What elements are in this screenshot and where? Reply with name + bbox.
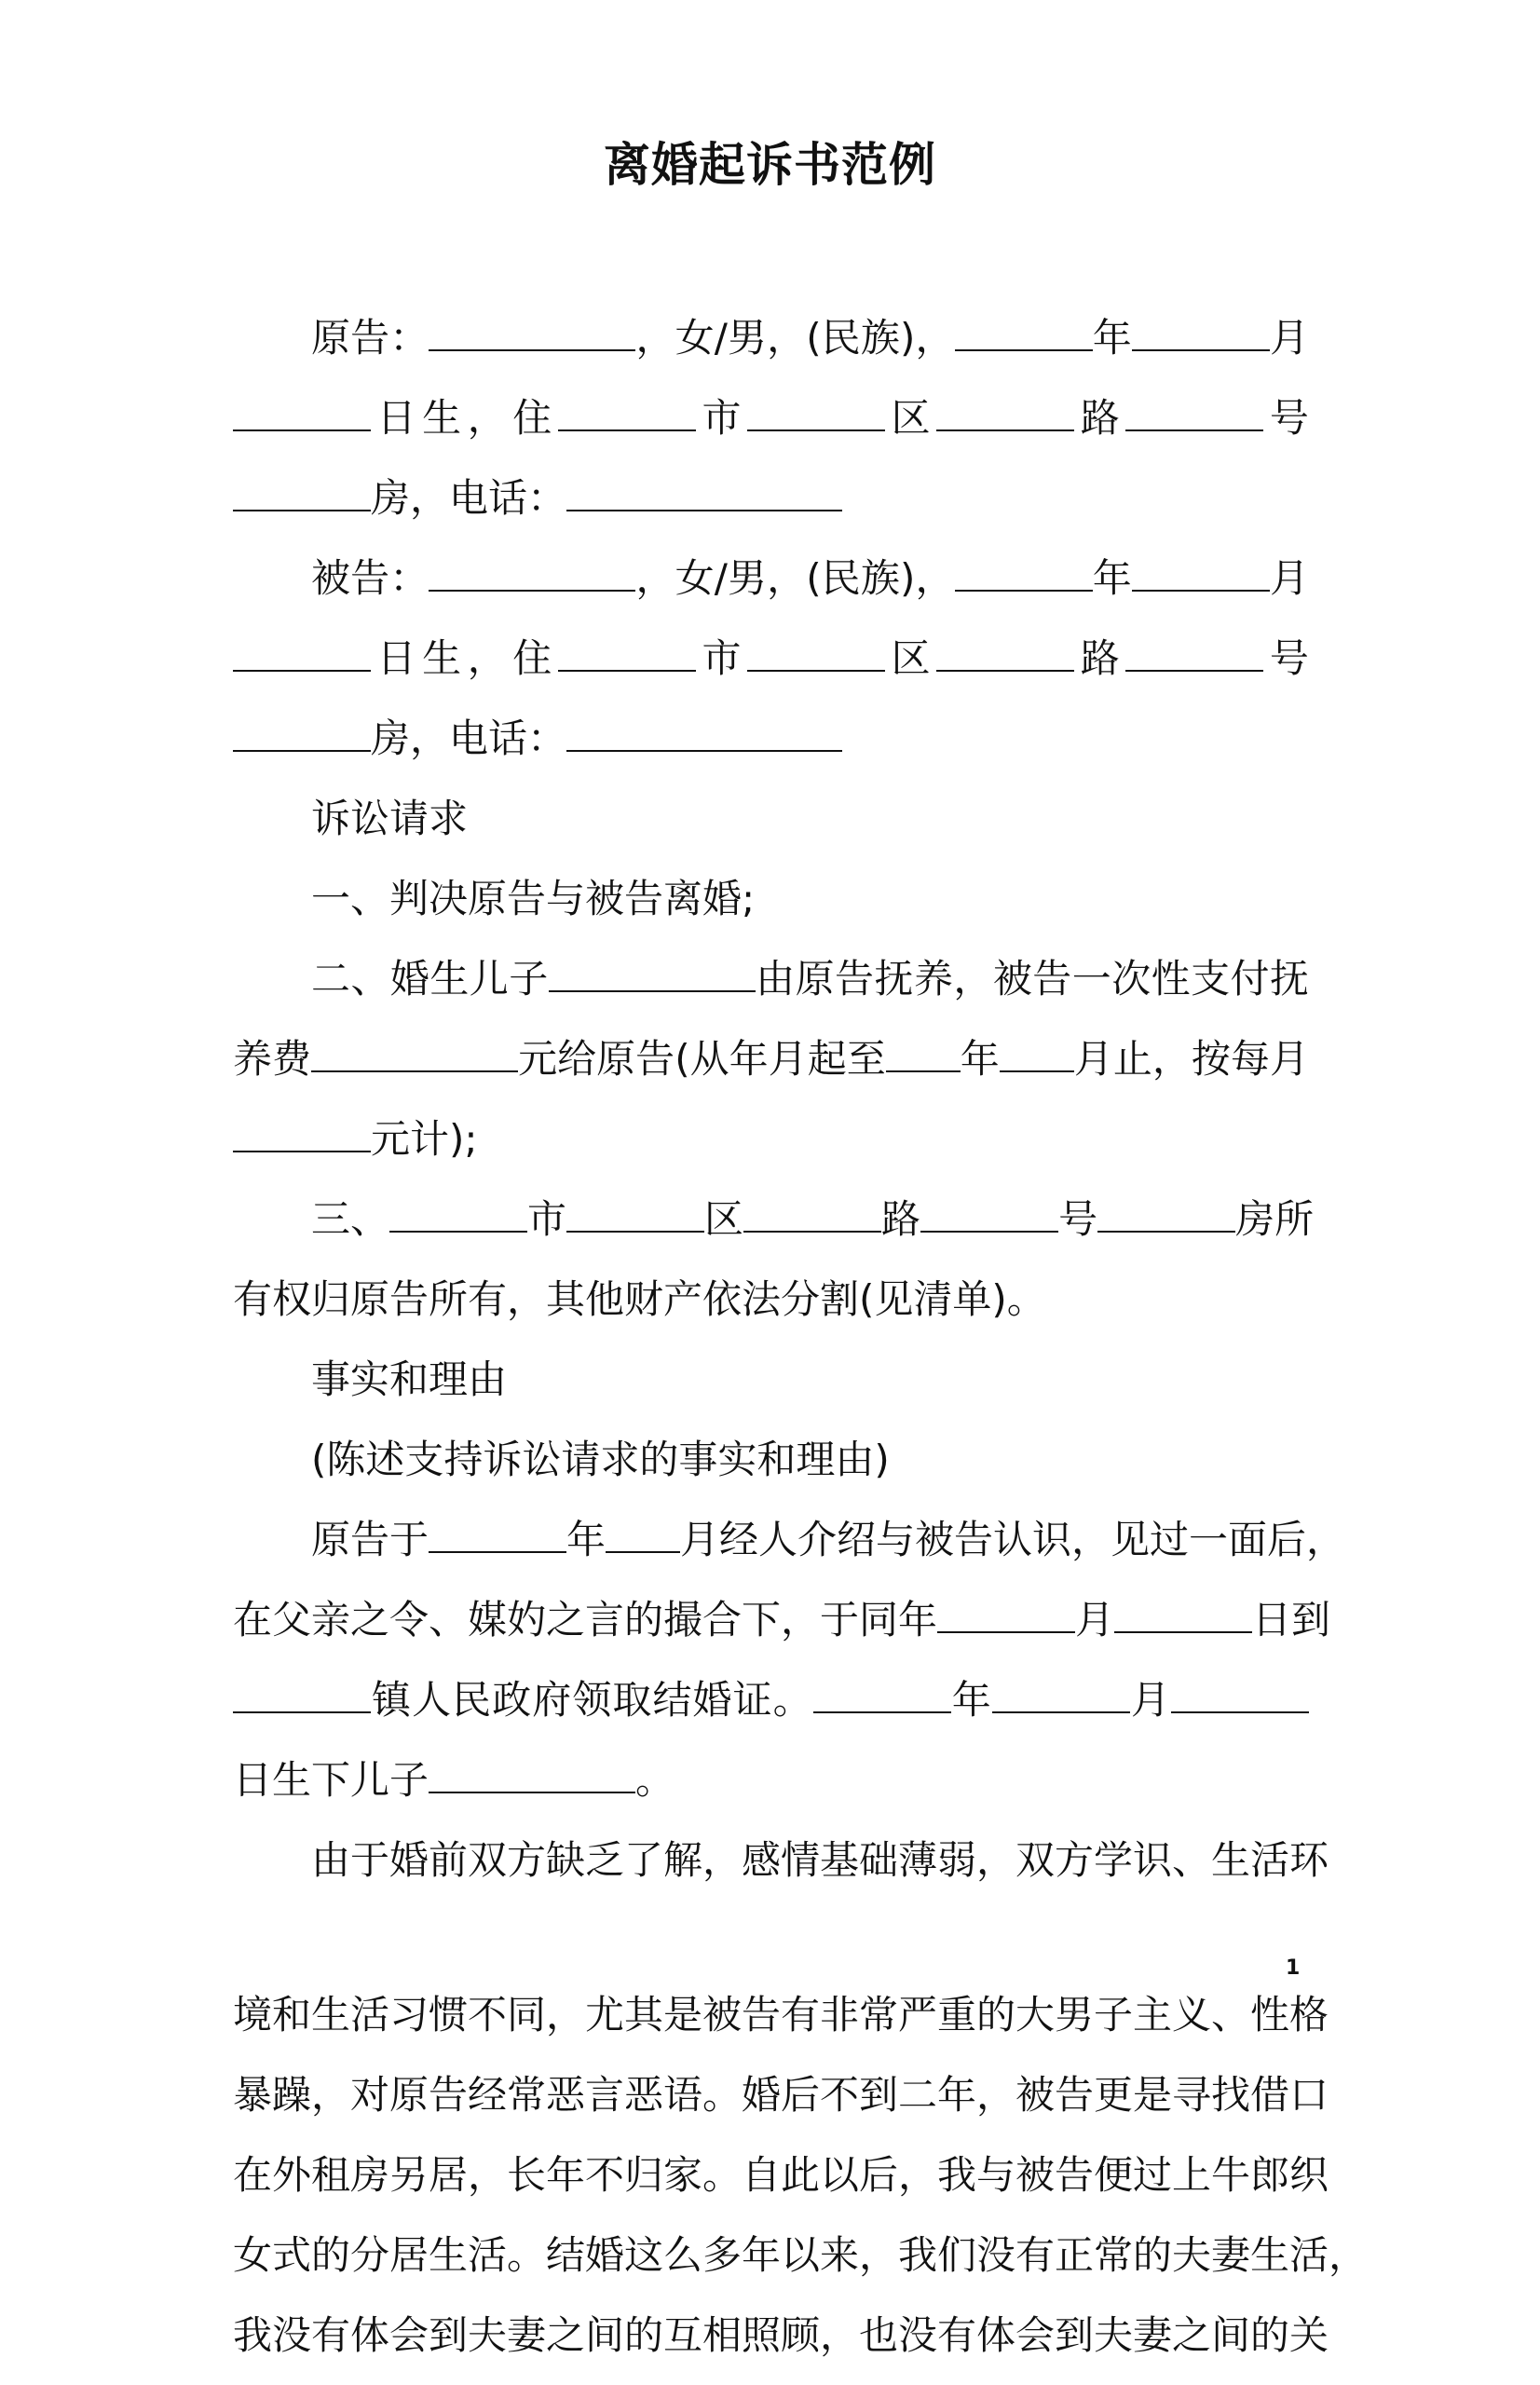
text-line [233, 2215, 1369, 2296]
text-segment: 二、婚生儿子 [311, 956, 549, 1002]
text-line [233, 2296, 1329, 2376]
text-line [233, 378, 1309, 458]
text-segment: 原告于 [311, 1517, 429, 1562]
blank-line [1125, 633, 1263, 672]
text-segment: ，女/男，(民族)， [635, 555, 955, 601]
text-line [233, 939, 1309, 1019]
text-segment: 在父亲之令、媒妁之言的撮合下，于同年 [233, 1597, 938, 1642]
blank-line [747, 392, 885, 431]
document-body [233, 298, 1346, 1901]
blank-line [429, 312, 635, 351]
text-line [233, 779, 1309, 859]
blank-line [566, 1193, 704, 1233]
text-segment: 路 [1074, 395, 1126, 441]
text-line [233, 538, 1309, 619]
blank-line [429, 552, 635, 592]
text-line [233, 1580, 1331, 1660]
text-segment: 区 [704, 1196, 744, 1242]
text-segment: 由原告抚养，被告一次性支付抚 [755, 956, 1309, 1002]
text-segment: 号 [1263, 395, 1309, 441]
text-segment: 我没有体会到夫妻之间的互相照顾，也没有体会到夫妻之间的关 [233, 2312, 1329, 2358]
text-segment: 在外租房另居，长年不归家。自此以后，我与被告便过上牛郎织 [233, 2152, 1329, 2198]
text-segment: 月 [1269, 555, 1309, 601]
blank-line [233, 1674, 371, 1713]
blank-line [1114, 1594, 1252, 1633]
text-segment: 年 [950, 1677, 992, 1723]
text-segment: 年 [960, 1036, 1000, 1082]
text-segment: 月经人介绍与被告认识，见过一面后， [680, 1517, 1346, 1562]
text-line [233, 859, 1309, 939]
text-line [233, 1420, 1309, 1500]
text-segment: 房所 [1235, 1196, 1315, 1242]
text-segment: 房，电话： [371, 716, 567, 761]
text-line [233, 1500, 1346, 1580]
blank-line [920, 1193, 1058, 1233]
blank-line [743, 1193, 881, 1233]
document-title: 离婚起诉书范例 [604, 138, 936, 192]
text-segment: 暴躁，对原告经常恶言恶语。婚后不到二年，被告更是寻找借口 [233, 2072, 1329, 2118]
text-segment: 日生下儿子 [233, 1757, 429, 1803]
text-segment: 日生，住 [371, 395, 558, 441]
text-segment: 区 [885, 395, 937, 441]
blank-line [955, 312, 1093, 351]
text-segment: 市 [527, 1196, 567, 1242]
text-segment: 月止，按每月 [1073, 1036, 1309, 1082]
text-line [233, 1660, 1309, 1740]
text-segment: 号 [1058, 1196, 1098, 1242]
blank-line [937, 1594, 1075, 1633]
blank-line [566, 713, 842, 752]
text-segment: ，女/男，(民族)， [635, 315, 955, 361]
text-line [233, 1740, 1309, 1820]
blank-line [558, 392, 696, 431]
text-segment: 镇人民政府领取结婚证。 [371, 1677, 813, 1723]
blank-line [549, 953, 756, 992]
text-line [233, 1099, 1309, 1179]
text-segment: 年 [1092, 315, 1132, 361]
text-segment: 年 [566, 1517, 606, 1562]
text-line [233, 1179, 1315, 1260]
blank-line [1132, 312, 1270, 351]
text-line [233, 2055, 1329, 2135]
text-segment: 路 [881, 1196, 921, 1242]
text-segment: 房，电话： [371, 475, 567, 521]
text-line [233, 458, 1309, 538]
blank-line [992, 1674, 1130, 1713]
blank-line [936, 392, 1074, 431]
text-segment: 年 [1092, 555, 1132, 601]
text-segment: 事实和理由 [311, 1356, 508, 1402]
text-segment: 被告： [311, 555, 429, 601]
text-segment: 原告： [311, 315, 429, 361]
text-segment: 元计); [371, 1116, 478, 1162]
blank-line [1132, 552, 1270, 592]
blank-line [558, 633, 696, 672]
blank-line [813, 1674, 951, 1713]
blank-line [936, 633, 1074, 672]
blank-line [1125, 392, 1263, 431]
blank-line [233, 472, 371, 511]
text-segment: 女式的分居生活。结婚这么多年以来，我们没有正常的夫妻生活， [233, 2232, 1369, 2278]
page-number: 1 [1286, 1956, 1301, 1980]
text-segment: 路 [1074, 635, 1126, 681]
text-segment: 三、 [311, 1196, 390, 1242]
blank-line [747, 633, 885, 672]
text-segment: 境和生活习惯不同，尤其是被告有非常严重的大男子主义、性格 [233, 1992, 1329, 2037]
blank-line [886, 1033, 961, 1072]
blank-line [955, 552, 1093, 592]
text-segment: 有权归原告所有，其他财产依法分割(见清单)。 [233, 1276, 1046, 1322]
blank-line [1097, 1193, 1235, 1233]
text-segment: 诉讼请求 [311, 796, 469, 841]
blank-line [429, 1514, 566, 1553]
blank-line [389, 1193, 527, 1233]
text-line [233, 699, 1309, 779]
document-body-continued [233, 1975, 1369, 2376]
text-segment: 元给原告(从年月起至 [518, 1036, 886, 1082]
text-line [233, 298, 1309, 378]
blank-line [233, 1113, 371, 1152]
blank-line [1000, 1033, 1074, 1072]
text-line [233, 2135, 1329, 2215]
blank-line [233, 713, 371, 752]
text-segment: 区 [885, 635, 937, 681]
text-line [233, 1019, 1309, 1099]
text-line [233, 1260, 1309, 1340]
blank-line [233, 392, 371, 431]
text-segment: 月 [1269, 315, 1309, 361]
text-line [233, 1975, 1329, 2055]
text-segment: 月 [1129, 1677, 1171, 1723]
text-line [233, 1340, 1309, 1420]
text-segment: 日生，住 [371, 635, 558, 681]
text-segment: 号 [1263, 635, 1309, 681]
text-segment: 一、判决原告与被告离婚; [311, 876, 756, 921]
blank-line [311, 1033, 518, 1072]
blank-line [429, 1754, 635, 1793]
text-segment: 日到 [1252, 1597, 1331, 1642]
text-segment: 。 [635, 1757, 675, 1803]
text-segment: 养费 [233, 1036, 312, 1082]
text-segment: 月 [1075, 1597, 1115, 1642]
blank-line [233, 633, 371, 672]
blank-line [606, 1514, 680, 1553]
blank-line [1171, 1674, 1309, 1713]
text-segment: 市 [695, 635, 748, 681]
text-line [233, 1820, 1329, 1901]
text-segment: (陈述支持诉讼请求的事实和理由) [311, 1437, 890, 1482]
blank-line [566, 472, 842, 511]
text-segment: 由于婚前双方缺乏了解，感情基础薄弱，双方学识、生活环 [311, 1837, 1329, 1883]
text-line [233, 619, 1309, 699]
text-segment: 市 [695, 395, 748, 441]
